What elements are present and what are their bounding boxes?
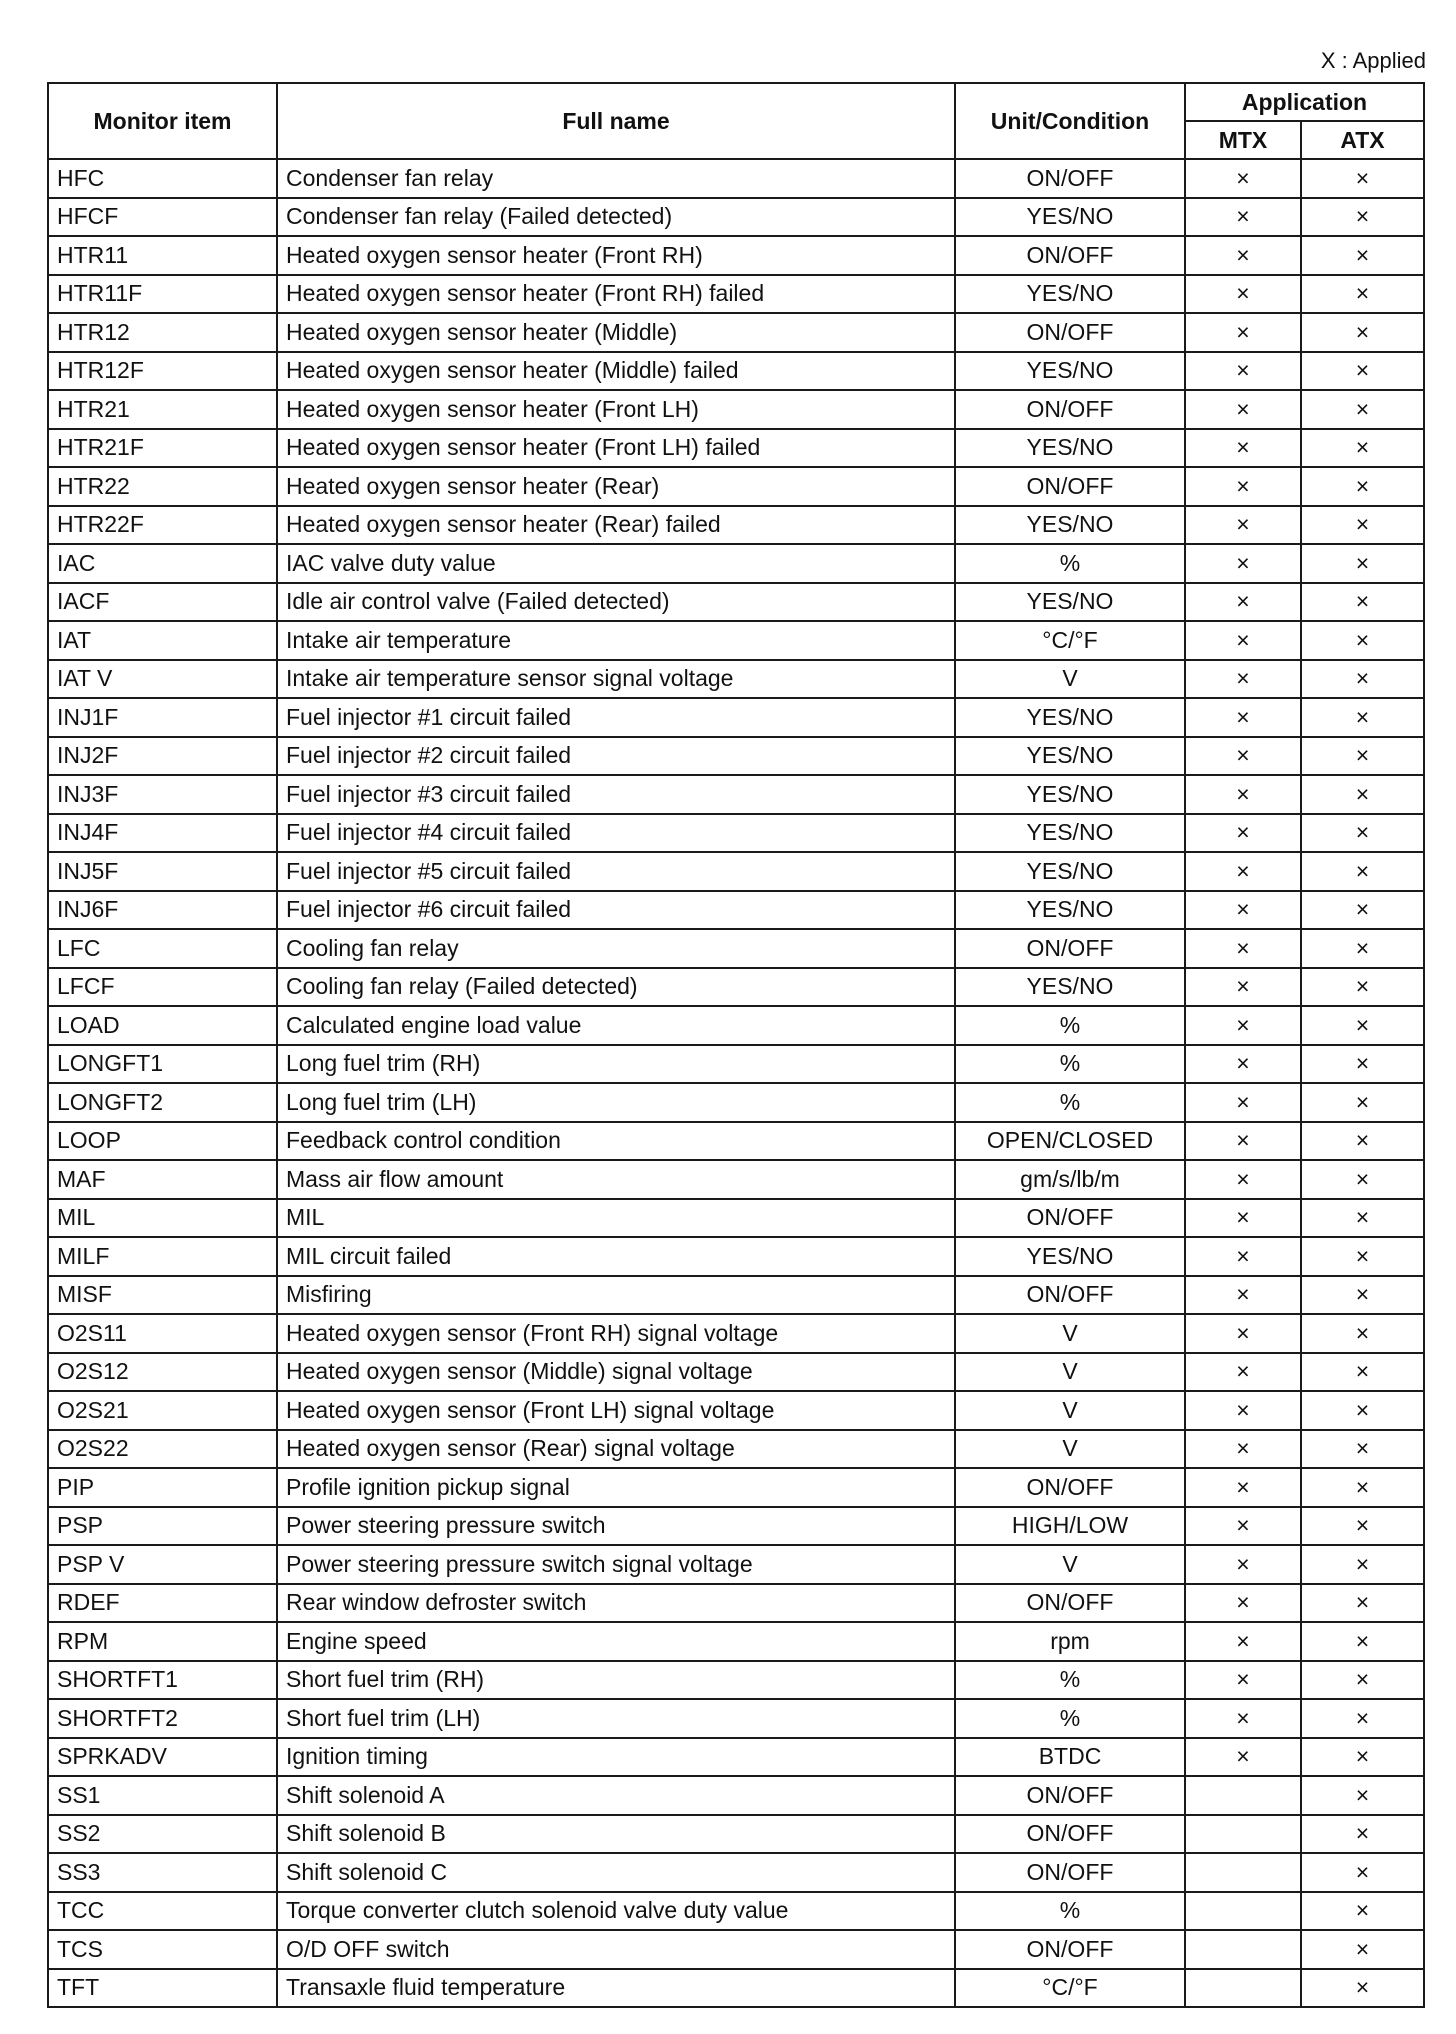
unit-cell: YES/NO (955, 814, 1185, 853)
mtx-cell: × (1185, 429, 1301, 468)
monitor-item-cell: HFC (48, 159, 277, 198)
atx-cell: × (1301, 1122, 1424, 1161)
mtx-cell (1185, 1853, 1301, 1892)
table-row (48, 1507, 1424, 1546)
full-name-cell: Long fuel trim (RH) (277, 1045, 955, 1084)
monitor-item-cell: INJ3F (48, 775, 277, 814)
unit-cell: ON/OFF (955, 1930, 1185, 1969)
unit-cell: YES/NO (955, 275, 1185, 314)
unit-cell: ON/OFF (955, 159, 1185, 198)
table-row (48, 1237, 1424, 1276)
table-row (48, 660, 1424, 699)
table-row (48, 1545, 1424, 1584)
mtx-cell: × (1185, 698, 1301, 737)
mtx-cell (1185, 1776, 1301, 1815)
unit-cell: HIGH/LOW (955, 1507, 1185, 1546)
atx-cell: × (1301, 1083, 1424, 1122)
mtx-cell: × (1185, 1237, 1301, 1276)
mtx-cell: × (1185, 1507, 1301, 1546)
full-name-cell: Heated oxygen sensor heater (Front LH) (277, 390, 955, 429)
mtx-cell: × (1185, 1468, 1301, 1507)
atx-cell: × (1301, 1661, 1424, 1700)
full-name-cell: Heated oxygen sensor heater (Middle) (277, 313, 955, 352)
unit-cell: ON/OFF (955, 236, 1185, 275)
atx-cell: × (1301, 583, 1424, 622)
mtx-cell: × (1185, 352, 1301, 391)
full-name-cell: Calculated engine load value (277, 1006, 955, 1045)
unit-cell: YES/NO (955, 583, 1185, 622)
monitor-item-cell: HTR11 (48, 236, 277, 275)
monitor-item-cell: SPRKADV (48, 1738, 277, 1777)
monitor-item-cell: LONGFT2 (48, 1083, 277, 1122)
atx-cell: × (1301, 313, 1424, 352)
unit-cell: ON/OFF (955, 1199, 1185, 1238)
unit-cell: V (955, 1391, 1185, 1430)
atx-cell: × (1301, 1853, 1424, 1892)
atx-cell: × (1301, 1738, 1424, 1777)
full-name-cell: Mass air flow amount (277, 1160, 955, 1199)
mtx-cell: × (1185, 814, 1301, 853)
monitor-item-cell: HTR22 (48, 467, 277, 506)
table-row (48, 1160, 1424, 1199)
mtx-cell: × (1185, 1122, 1301, 1161)
atx-cell: × (1301, 737, 1424, 776)
mtx-cell: × (1185, 775, 1301, 814)
table-row (48, 1353, 1424, 1392)
unit-cell: ON/OFF (955, 1468, 1185, 1507)
full-name-cell: Condenser fan relay (277, 159, 955, 198)
table-row (48, 159, 1424, 198)
unit-cell: V (955, 1430, 1185, 1469)
atx-cell: × (1301, 1353, 1424, 1392)
monitor-item-cell: SS2 (48, 1815, 277, 1854)
monitor-item-cell: MAF (48, 1160, 277, 1199)
full-name-cell: Engine speed (277, 1622, 955, 1661)
unit-cell: YES/NO (955, 891, 1185, 930)
table-row (48, 1276, 1424, 1315)
mtx-cell: × (1185, 544, 1301, 583)
full-name-cell: O/D OFF switch (277, 1930, 955, 1969)
monitor-item-cell: MIL (48, 1199, 277, 1238)
header-unit-condition: Unit/Condition (955, 83, 1185, 159)
mtx-cell: × (1185, 891, 1301, 930)
unit-cell: YES/NO (955, 198, 1185, 237)
unit-cell: ON/OFF (955, 1584, 1185, 1623)
mtx-cell: × (1185, 1430, 1301, 1469)
mtx-cell: × (1185, 1083, 1301, 1122)
table-row (48, 583, 1424, 622)
full-name-cell: Heated oxygen sensor heater (Rear) (277, 467, 955, 506)
unit-cell: ON/OFF (955, 390, 1185, 429)
monitor-item-cell: HTR22F (48, 506, 277, 545)
full-name-cell: Heated oxygen sensor heater (Front LH) failed (277, 429, 955, 468)
table-row (48, 1391, 1424, 1430)
full-name-cell: Heated oxygen sensor (Middle) signal voltage (277, 1353, 955, 1392)
monitor-item-cell: O2S12 (48, 1353, 277, 1392)
unit-cell: YES/NO (955, 352, 1185, 391)
mtx-cell: × (1185, 506, 1301, 545)
table-row (48, 1969, 1424, 2008)
unit-cell: % (955, 1892, 1185, 1931)
monitor-item-cell: INJ5F (48, 852, 277, 891)
unit-cell: YES/NO (955, 698, 1185, 737)
full-name-cell: Shift solenoid C (277, 1853, 955, 1892)
atx-cell: × (1301, 1507, 1424, 1546)
table-row (48, 352, 1424, 391)
atx-cell: × (1301, 467, 1424, 506)
unit-cell: % (955, 1045, 1185, 1084)
table-row (48, 313, 1424, 352)
full-name-cell: Short fuel trim (RH) (277, 1661, 955, 1700)
mtx-cell: × (1185, 159, 1301, 198)
mtx-cell: × (1185, 1160, 1301, 1199)
monitor-item-cell: HTR12F (48, 352, 277, 391)
atx-cell: × (1301, 1314, 1424, 1353)
monitor-item-cell: HTR21 (48, 390, 277, 429)
unit-cell: gm/s/lb/m (955, 1160, 1185, 1199)
mtx-cell (1185, 1815, 1301, 1854)
table-row (48, 1853, 1424, 1892)
full-name-cell: Heated oxygen sensor (Front RH) signal voltage (277, 1314, 955, 1353)
unit-cell: ON/OFF (955, 1853, 1185, 1892)
mtx-cell: × (1185, 1006, 1301, 1045)
table-row (48, 1738, 1424, 1777)
unit-cell: YES/NO (955, 429, 1185, 468)
table-row (48, 1661, 1424, 1700)
mtx-cell: × (1185, 390, 1301, 429)
monitor-item-cell: MILF (48, 1237, 277, 1276)
unit-cell: OPEN/CLOSED (955, 1122, 1185, 1161)
full-name-cell: Torque converter clutch solenoid valve duty value (277, 1892, 955, 1931)
full-name-cell: Cooling fan relay (277, 929, 955, 968)
mtx-cell: × (1185, 1622, 1301, 1661)
atx-cell: × (1301, 1199, 1424, 1238)
full-name-cell: Power steering pressure switch (277, 1507, 955, 1546)
table-body (48, 159, 1424, 2007)
table-row (48, 275, 1424, 314)
monitor-item-cell: LFC (48, 929, 277, 968)
unit-cell: YES/NO (955, 737, 1185, 776)
mtx-cell: × (1185, 621, 1301, 660)
full-name-cell: Intake air temperature sensor signal voltage (277, 660, 955, 699)
monitor-item-cell: PSP V (48, 1545, 277, 1584)
atx-cell: × (1301, 1815, 1424, 1854)
monitor-item-cell: INJ2F (48, 737, 277, 776)
unit-cell: rpm (955, 1622, 1185, 1661)
table-row (48, 1699, 1424, 1738)
monitor-item-cell: HTR21F (48, 429, 277, 468)
table-row (48, 775, 1424, 814)
unit-cell: % (955, 1006, 1185, 1045)
monitor-item-cell: LOAD (48, 1006, 277, 1045)
unit-cell: % (955, 1699, 1185, 1738)
full-name-cell: Feedback control condition (277, 1122, 955, 1161)
table-row (48, 1776, 1424, 1815)
monitor-item-cell: TCC (48, 1892, 277, 1931)
atx-cell: × (1301, 352, 1424, 391)
table-row (48, 1930, 1424, 1969)
table-row (48, 968, 1424, 1007)
atx-cell: × (1301, 198, 1424, 237)
table-row (48, 236, 1424, 275)
atx-cell: × (1301, 1237, 1424, 1276)
monitor-item-cell: TCS (48, 1930, 277, 1969)
atx-cell: × (1301, 1699, 1424, 1738)
monitor-item-cell: O2S22 (48, 1430, 277, 1469)
atx-cell: × (1301, 236, 1424, 275)
monitor-item-cell: IACF (48, 583, 277, 622)
mtx-cell: × (1185, 660, 1301, 699)
atx-cell: × (1301, 1584, 1424, 1623)
table-row (48, 852, 1424, 891)
full-name-cell: Heated oxygen sensor heater (Rear) failed (277, 506, 955, 545)
unit-cell: ON/OFF (955, 1276, 1185, 1315)
mtx-cell: × (1185, 198, 1301, 237)
table-row (48, 1314, 1424, 1353)
full-name-cell: Fuel injector #1 circuit failed (277, 698, 955, 737)
mtx-cell: × (1185, 1699, 1301, 1738)
mtx-cell: × (1185, 1199, 1301, 1238)
unit-cell: % (955, 544, 1185, 583)
table-row (48, 1199, 1424, 1238)
monitor-item-cell: IAC (48, 544, 277, 583)
monitor-item-cell: SHORTFT1 (48, 1661, 277, 1700)
atx-cell: × (1301, 660, 1424, 699)
mtx-cell (1185, 1969, 1301, 2008)
unit-cell: V (955, 1314, 1185, 1353)
table-row (48, 929, 1424, 968)
atx-cell: × (1301, 698, 1424, 737)
mtx-cell: × (1185, 1314, 1301, 1353)
monitor-item-cell: LFCF (48, 968, 277, 1007)
table-row (48, 1430, 1424, 1469)
table-row (48, 621, 1424, 660)
atx-cell: × (1301, 1892, 1424, 1931)
full-name-cell: Idle air control valve (Failed detected) (277, 583, 955, 622)
atx-cell: × (1301, 852, 1424, 891)
full-name-cell: Shift solenoid A (277, 1776, 955, 1815)
full-name-cell: Intake air temperature (277, 621, 955, 660)
monitor-item-cell: LONGFT1 (48, 1045, 277, 1084)
mtx-cell: × (1185, 583, 1301, 622)
monitor-item-cell: HTR12 (48, 313, 277, 352)
monitor-item-cell: HFCF (48, 198, 277, 237)
atx-cell: × (1301, 929, 1424, 968)
full-name-cell: Rear window defroster switch (277, 1584, 955, 1623)
full-name-cell: Long fuel trim (LH) (277, 1083, 955, 1122)
mtx-cell: × (1185, 313, 1301, 352)
atx-cell: × (1301, 1276, 1424, 1315)
header-mtx: MTX (1185, 121, 1301, 159)
table-row (48, 891, 1424, 930)
atx-cell: × (1301, 1468, 1424, 1507)
full-name-cell: Heated oxygen sensor heater (Front RH) failed (277, 275, 955, 314)
full-name-cell: Misfiring (277, 1276, 955, 1315)
full-name-cell: Power steering pressure switch signal voltage (277, 1545, 955, 1584)
atx-cell: × (1301, 1430, 1424, 1469)
mtx-cell: × (1185, 275, 1301, 314)
table-row (48, 1122, 1424, 1161)
monitor-item-cell: PIP (48, 1468, 277, 1507)
unit-cell: YES/NO (955, 968, 1185, 1007)
full-name-cell: Heated oxygen sensor (Rear) signal voltage (277, 1430, 955, 1469)
monitor-item-cell: HTR11F (48, 275, 277, 314)
table-row (48, 698, 1424, 737)
full-name-cell: Heated oxygen sensor heater (Middle) failed (277, 352, 955, 391)
atx-cell: × (1301, 1545, 1424, 1584)
atx-cell: × (1301, 814, 1424, 853)
monitor-item-cell: RDEF (48, 1584, 277, 1623)
monitor-item-cell: RPM (48, 1622, 277, 1661)
atx-cell: × (1301, 1391, 1424, 1430)
full-name-cell: Heated oxygen sensor heater (Front RH) (277, 236, 955, 275)
table-row (48, 1892, 1424, 1931)
atx-cell: × (1301, 275, 1424, 314)
monitor-item-cell: MISF (48, 1276, 277, 1315)
mtx-cell: × (1185, 852, 1301, 891)
unit-cell: V (955, 660, 1185, 699)
monitor-item-cell: SS1 (48, 1776, 277, 1815)
mtx-cell: × (1185, 1045, 1301, 1084)
unit-cell: °C/°F (955, 621, 1185, 660)
table-row (48, 506, 1424, 545)
monitor-item-cell: SS3 (48, 1853, 277, 1892)
monitor-item-cell: INJ6F (48, 891, 277, 930)
table-row (48, 390, 1424, 429)
header-application: Application (1185, 83, 1424, 121)
table-row (48, 429, 1424, 468)
mtx-cell: × (1185, 1353, 1301, 1392)
full-name-cell: Short fuel trim (LH) (277, 1699, 955, 1738)
table-row (48, 1006, 1424, 1045)
header-monitor-item: Monitor item (48, 83, 277, 159)
full-name-cell: Condenser fan relay (Failed detected) (277, 198, 955, 237)
table-row (48, 198, 1424, 237)
full-name-cell: Fuel injector #5 circuit failed (277, 852, 955, 891)
table-row (48, 1815, 1424, 1854)
atx-cell: × (1301, 159, 1424, 198)
atx-cell: × (1301, 1930, 1424, 1969)
atx-cell: × (1301, 621, 1424, 660)
full-name-cell: Fuel injector #4 circuit failed (277, 814, 955, 853)
header-full-name: Full name (277, 83, 955, 159)
mtx-cell: × (1185, 467, 1301, 506)
mtx-cell (1185, 1892, 1301, 1931)
monitor-item-cell: O2S21 (48, 1391, 277, 1430)
mtx-cell: × (1185, 1584, 1301, 1623)
unit-cell: ON/OFF (955, 1815, 1185, 1854)
applied-legend: X : Applied (1320, 48, 1426, 73)
table-row (48, 1045, 1424, 1084)
atx-cell: × (1301, 1776, 1424, 1815)
atx-cell: × (1301, 1969, 1424, 2008)
unit-cell: YES/NO (955, 1237, 1185, 1276)
full-name-cell: Ignition timing (277, 1738, 955, 1777)
unit-cell: % (955, 1661, 1185, 1700)
unit-cell: ON/OFF (955, 467, 1185, 506)
header-atx: ATX (1301, 121, 1424, 159)
unit-cell: V (955, 1545, 1185, 1584)
table-row (48, 1083, 1424, 1122)
full-name-cell: Fuel injector #6 circuit failed (277, 891, 955, 930)
atx-cell: × (1301, 544, 1424, 583)
full-name-cell: MIL (277, 1199, 955, 1238)
atx-cell: × (1301, 1160, 1424, 1199)
table-row (48, 544, 1424, 583)
full-name-cell: Profile ignition pickup signal (277, 1468, 955, 1507)
full-name-cell: Transaxle fluid temperature (277, 1969, 955, 2008)
monitor-item-cell: INJ1F (48, 698, 277, 737)
table-row (48, 1468, 1424, 1507)
monitor-item-cell: LOOP (48, 1122, 277, 1161)
unit-cell: ON/OFF (955, 929, 1185, 968)
monitor-table (47, 82, 1425, 2008)
unit-cell: YES/NO (955, 852, 1185, 891)
unit-cell: ON/OFF (955, 1776, 1185, 1815)
full-name-cell: Fuel injector #2 circuit failed (277, 737, 955, 776)
atx-cell: × (1301, 390, 1424, 429)
monitor-item-cell: SHORTFT2 (48, 1699, 277, 1738)
unit-cell: V (955, 1353, 1185, 1392)
mtx-cell: × (1185, 929, 1301, 968)
full-name-cell: Heated oxygen sensor (Front LH) signal voltage (277, 1391, 955, 1430)
atx-cell: × (1301, 1622, 1424, 1661)
unit-cell: ON/OFF (955, 313, 1185, 352)
monitor-item-cell: PSP (48, 1507, 277, 1546)
mtx-cell: × (1185, 737, 1301, 776)
atx-cell: × (1301, 775, 1424, 814)
unit-cell: YES/NO (955, 506, 1185, 545)
monitor-item-cell: INJ4F (48, 814, 277, 853)
atx-cell: × (1301, 1006, 1424, 1045)
atx-cell: × (1301, 891, 1424, 930)
mtx-cell: × (1185, 1391, 1301, 1430)
table-row (48, 1622, 1424, 1661)
table-row (48, 737, 1424, 776)
mtx-cell: × (1185, 1738, 1301, 1777)
atx-cell: × (1301, 968, 1424, 1007)
atx-cell: × (1301, 429, 1424, 468)
atx-cell: × (1301, 506, 1424, 545)
mtx-cell: × (1185, 236, 1301, 275)
mtx-cell: × (1185, 968, 1301, 1007)
mtx-cell: × (1185, 1276, 1301, 1315)
full-name-cell: Shift solenoid B (277, 1815, 955, 1854)
full-name-cell: Fuel injector #3 circuit failed (277, 775, 955, 814)
mtx-cell: × (1185, 1661, 1301, 1700)
monitor-item-cell: IAT (48, 621, 277, 660)
monitor-item-cell: IAT V (48, 660, 277, 699)
full-name-cell: MIL circuit failed (277, 1237, 955, 1276)
monitor-item-cell: O2S11 (48, 1314, 277, 1353)
mtx-cell (1185, 1930, 1301, 1969)
unit-cell: % (955, 1083, 1185, 1122)
table-row (48, 1584, 1424, 1623)
table-row (48, 814, 1424, 853)
unit-cell: BTDC (955, 1738, 1185, 1777)
full-name-cell: Cooling fan relay (Failed detected) (277, 968, 955, 1007)
full-name-cell: IAC valve duty value (277, 544, 955, 583)
monitor-item-cell: TFT (48, 1969, 277, 2008)
mtx-cell: × (1185, 1545, 1301, 1584)
table-row (48, 467, 1424, 506)
unit-cell: YES/NO (955, 775, 1185, 814)
atx-cell: × (1301, 1045, 1424, 1084)
unit-cell: °C/°F (955, 1969, 1185, 2008)
